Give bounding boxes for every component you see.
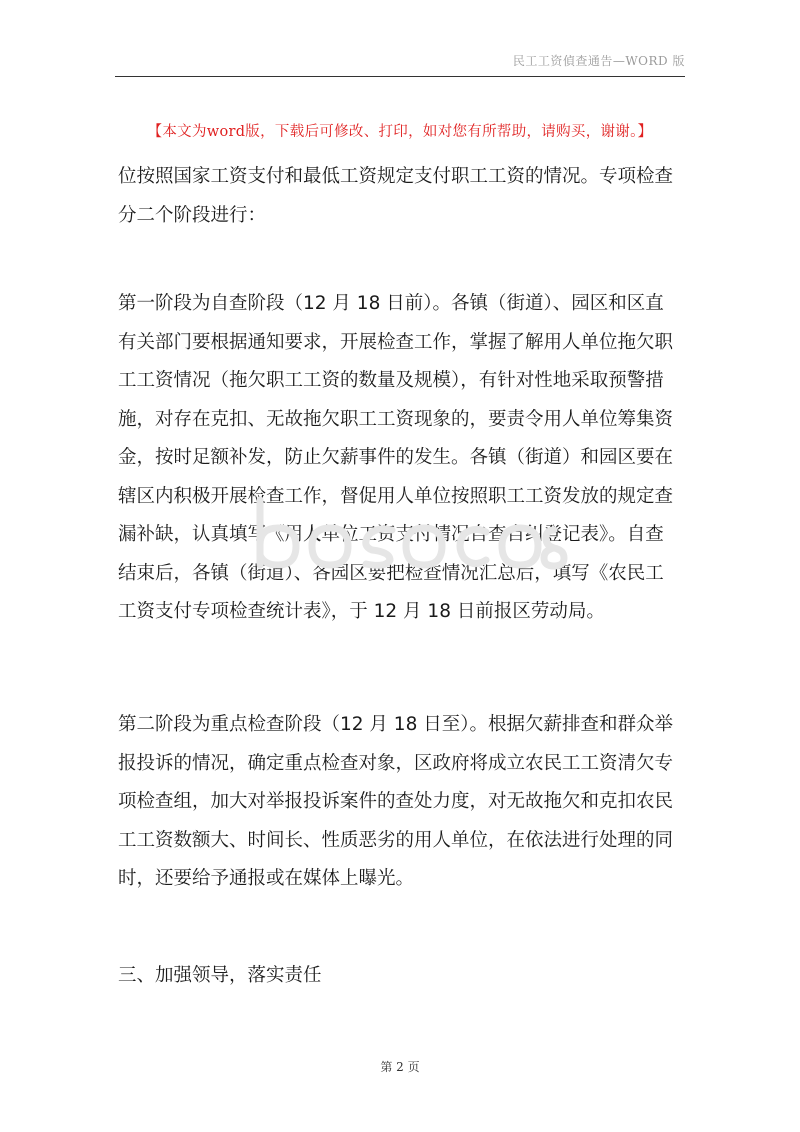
text-line: 工工资情况（拖欠职工工资的数量及规模），有针对性地采取预警措: [118, 370, 664, 391]
text-line: 施，对存在克扣、无故拖欠职工工资现象的，要责令用人单位筹集资: [118, 408, 674, 430]
text-line: 第一阶段为自查阶段（12 月 18 日前）。各镇（街道）、园区和区直: [118, 293, 664, 314]
text-line: 有关部门要根据通知要求，开展检查工作，掌握了解用人单位拖欠职: [118, 331, 674, 353]
page-header: [115, 50, 685, 77]
text-line: 工工资数额大、时间长、性质恶劣的用人单位，在依法进行处理的同: [118, 829, 674, 851]
text-line: 位按照国家工资支付和最低工资规定支付职工工资的情况。专项检查: [118, 166, 674, 187]
text-line: 分二个阶段进行：: [118, 204, 267, 226]
section-heading: [118, 957, 693, 996]
text-line: 报投诉的情况，确定重点检查对象，区政府将成立农民工工资清欠专: [118, 752, 674, 774]
text-line: 项检查组，加大对举报投诉案件的查处力度，对无故拖欠和克扣农民: [118, 791, 674, 812]
text-line: 时，还要给予通报或在媒体上曝光。: [118, 868, 415, 889]
text-line: 工资支付专项检查统计表》，于 12 月 18 日前报区劳动局。: [118, 601, 605, 622]
text-line: 漏补缺，认真填写《用人单位工资支付情况自查自纠登记表》。自查: [118, 524, 664, 545]
page-number: 第 2 页: [380, 1060, 420, 1074]
text-line: 辖区内积极开展检查工作，督促用人单位按照职工工资发放的规定查: [118, 485, 674, 507]
heading-text: 三、加强领导，落实责任: [118, 965, 322, 986]
text-line: 第二阶段为重点检查阶段（12 月 18 日至）。根据欠薪排查和群众举: [118, 714, 673, 735]
running-title: 民工工资偵查通告—WORD 版: [512, 54, 685, 68]
paragraph-stage-two: [118, 706, 693, 899]
paragraph-intro: [118, 158, 693, 235]
text-line: 金，按时足额补发，防止欠薪事件的发生。各镇（街道）和园区要在: [118, 447, 674, 468]
text-line: 结束后，各镇（街道）、各园区要把检查情况汇总后，填写《农民工: [118, 562, 664, 584]
paragraph-stage-one: [118, 285, 693, 632]
download-notice: 【本文为word版，下载后可修改、打印，如对您有所帮助，请购买，谢谢。】: [147, 124, 653, 140]
